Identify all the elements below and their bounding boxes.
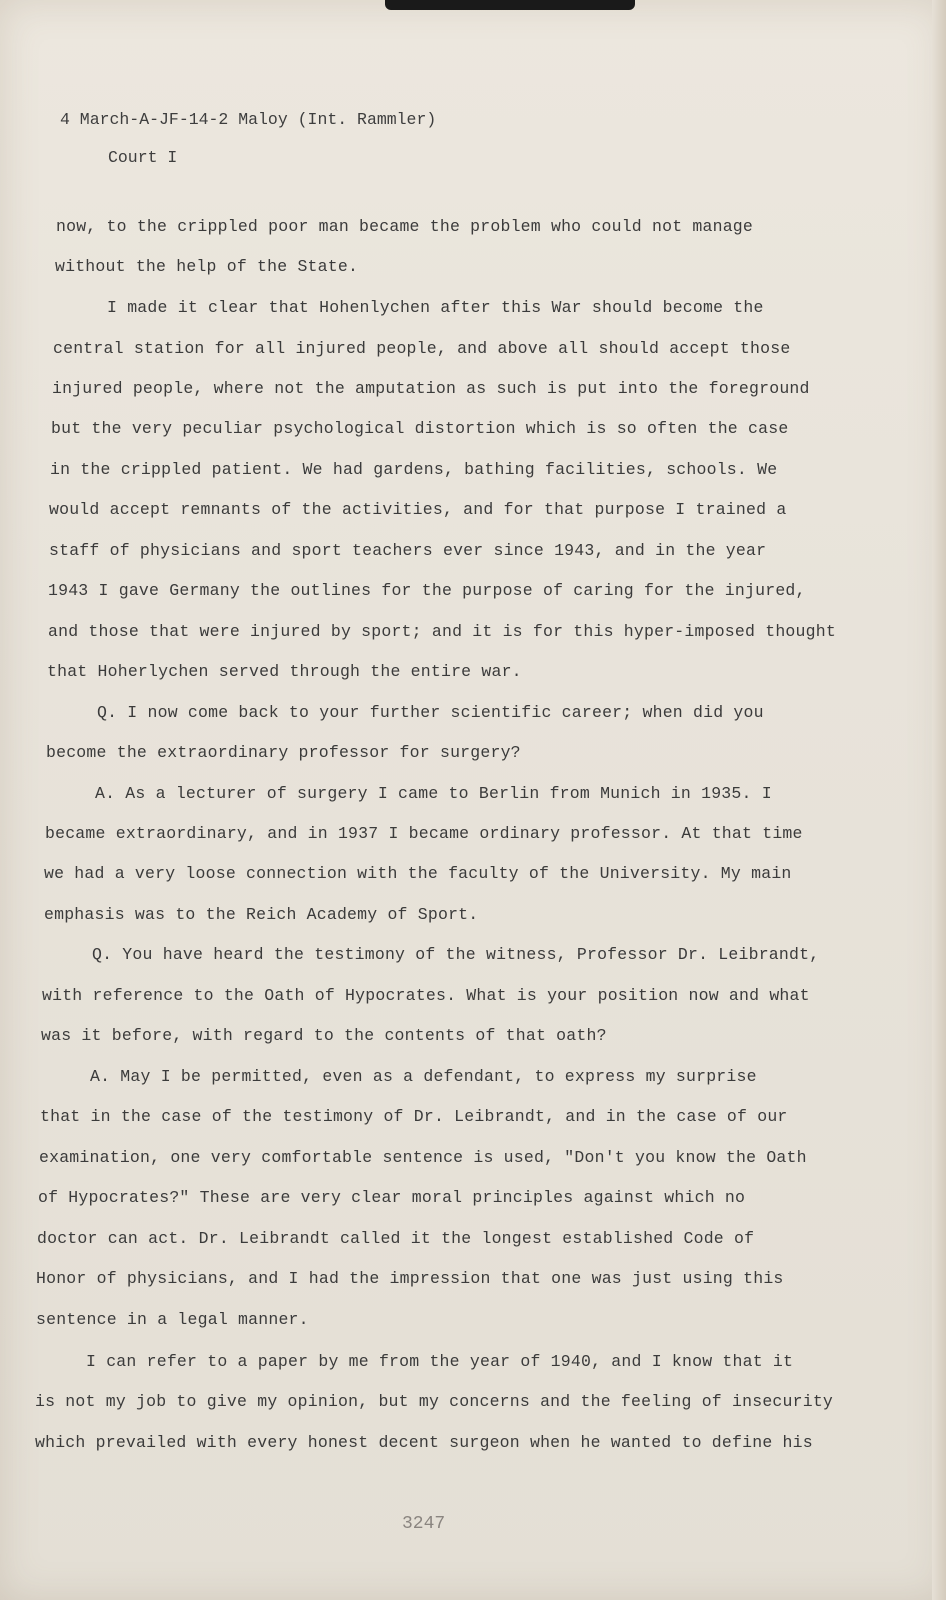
body-line: I made it clear that Hohenlychen after this War should become the	[107, 298, 764, 317]
body-line: staff of physicians and sport teachers ever since 1943, and in the year	[49, 541, 767, 560]
body-line: emphasis was to the Reich Academy of Sport.	[44, 905, 479, 924]
body-line: that in the case of the testimony of Dr. Leibrandt, and in the case of our	[40, 1107, 788, 1126]
body-line: is not my job to give my opinion, but my concerns and the feeling of insecurity	[35, 1392, 834, 1411]
header-reference: 4 March-A-JF-14-2 Maloy (Int. Rammler)	[60, 110, 437, 129]
body-line: become the extraordinary professor for surgery?	[46, 743, 521, 762]
body-line: of Hypocrates?" These are very clear moral principles against which no	[38, 1188, 746, 1207]
body-line: Q. You have heard the testimony of the witness, Professor Dr. Leibrandt,	[92, 945, 820, 964]
body-line: but the very peculiar psychological distortion which is so often the case	[51, 419, 789, 438]
body-line: which prevailed with every honest decent surgeon when he wanted to define his	[35, 1433, 813, 1452]
body-line: without the help of the State.	[55, 257, 359, 276]
body-line: doctor can act. Dr. Leibrandt called it the longest established Code of	[37, 1229, 755, 1248]
body-line: and those that were injured by sport; and it is for this hyper-imposed thought	[48, 622, 836, 641]
body-line: central station for all injured people, and above all should accept those	[53, 339, 791, 358]
body-line: Honor of physicians, and I had the impression that one was just using this	[36, 1269, 784, 1288]
page-right-edge	[932, 0, 946, 1600]
body-line: was it before, with regard to the contents of that oath?	[41, 1026, 607, 1045]
scan-top-shadow	[385, 0, 635, 10]
body-line: A. May I be permitted, even as a defendant, to express my surprise	[90, 1067, 757, 1086]
body-line: Q. I now come back to your further scientific career; when did you	[97, 703, 764, 722]
body-line: sentence in a legal manner.	[36, 1310, 309, 1329]
header-court: Court I	[108, 148, 178, 167]
body-line: we had a very loose connection with the faculty of the University. My main	[44, 864, 792, 883]
body-line: with reference to the Oath of Hypocrates. What is your position now and what	[42, 986, 810, 1005]
body-line: would accept remnants of the activities, and for that purpose I trained a	[49, 500, 787, 519]
body-line: became extraordinary, and in 1937 I became ordinary professor. At that time	[45, 824, 803, 843]
body-line: that Hoherlychen served through the entire war.	[47, 662, 522, 681]
body-line: examination, one very comfortable sentence is used, "Don't you know the Oath	[39, 1148, 807, 1167]
body-line: in the crippled patient. We had gardens, bathing facilities, schools. We	[50, 460, 778, 479]
page-number: 3247	[402, 1514, 446, 1534]
body-line: A. As a lecturer of surgery I came to Berlin from Munich in 1935. I	[95, 784, 772, 803]
body-line: injured people, where not the amputation as such is put into the foreground	[52, 379, 810, 398]
body-line: I can refer to a paper by me from the year of 1940, and I know that it	[86, 1352, 794, 1371]
body-line: 1943 I gave Germany the outlines for the purpose of caring for the injured,	[48, 581, 806, 600]
body-line: now, to the crippled poor man became the problem who could not manage	[56, 217, 754, 236]
